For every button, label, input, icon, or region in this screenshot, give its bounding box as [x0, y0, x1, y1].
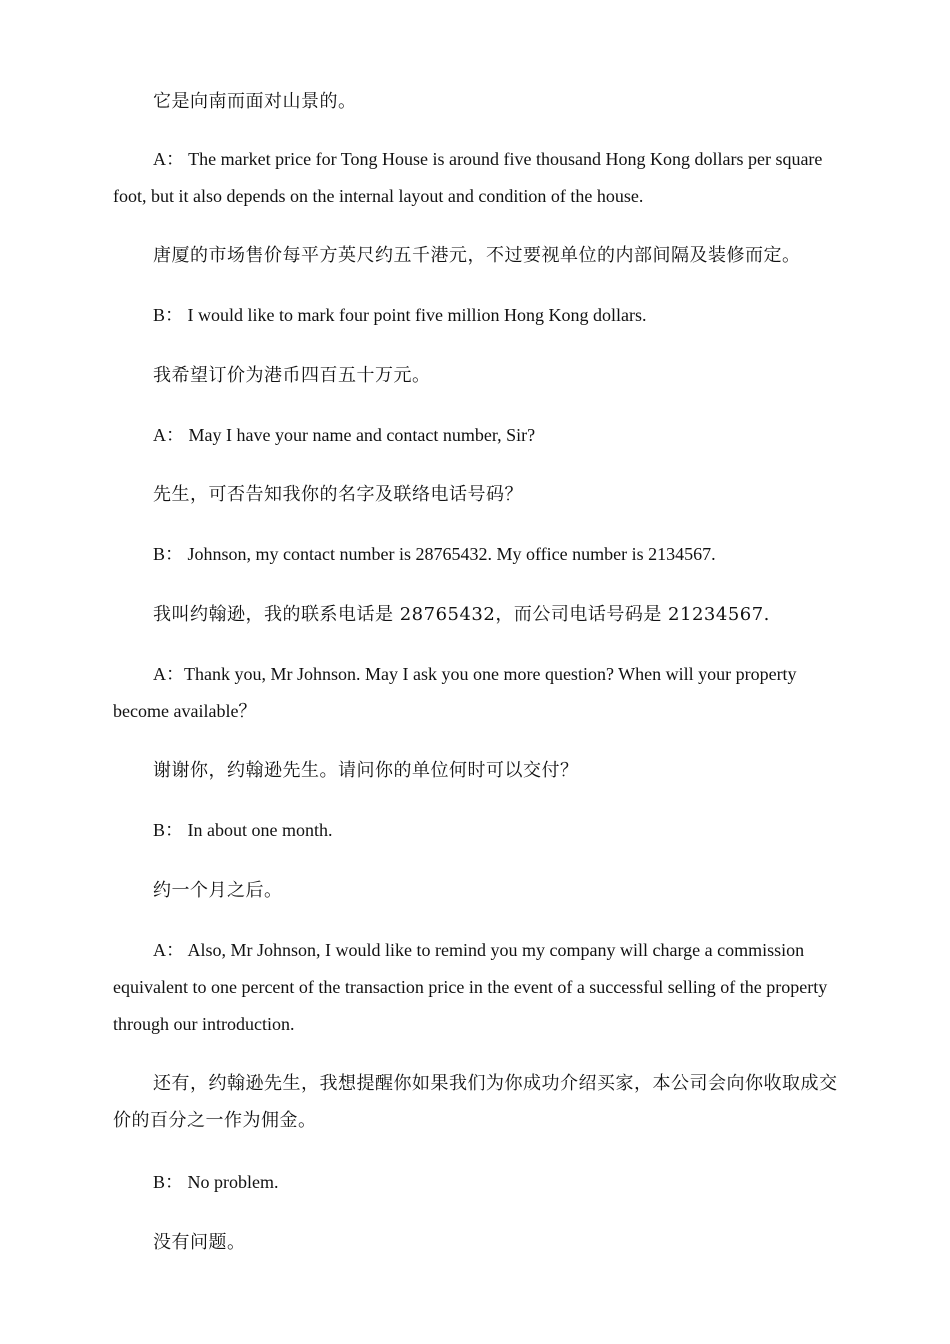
paragraph-zh: 约一个月之后。	[153, 880, 283, 901]
paragraph-en: B： I would like to mark four point five million Hong Kong dollars.	[153, 305, 647, 325]
paragraph-en: A：Thank you, Mr Johnson. May I ask you one more question? When will your property become available？	[113, 664, 797, 721]
paragraph-zh: 它是向南而面对山景的。	[153, 91, 357, 112]
paragraph-zh: 我叫约翰逊，我的联系电话是 28765432，而公司电话号码是 21234567.	[153, 604, 770, 625]
paragraph-zh: 先生，可否告知我你的名字及联络电话号码？	[153, 484, 523, 505]
paragraph-zh: 还有，约翰逊先生，我想提醒你如果我们为你成功介绍买家，本公司会向你收取成交价的百分之一作为佣金。	[113, 1073, 838, 1131]
paragraph-zh: 没有问题。	[153, 1232, 246, 1253]
paragraph-en: B： In about one month.	[153, 820, 333, 840]
paragraph-zh: 我希望订价为港币四百五十万元。	[153, 365, 431, 386]
paragraph-zh: 唐厦的市场售价每平方英尺约五千港元，不过要视单位的内部间隔及装修而定。	[153, 245, 801, 266]
paragraph-en: A： Also, Mr Johnson, I would like to remind you my company will charge a commission equivalent to one percent of the transaction price in the event of a successful selling of the property through our introduction.	[113, 940, 828, 1034]
paragraph-en: B： No problem.	[153, 1172, 279, 1192]
paragraph-en: A： The market price for Tong House is around five thousand Hong Kong dollars per square foot, but it also depends on the internal layout and condition of the house.	[113, 149, 823, 206]
paragraph-en: A： May I have your name and contact number, Sir?	[153, 425, 536, 445]
paragraph-en: B： Johnson, my contact number is 28765432. My office number is 2134567.	[153, 544, 716, 564]
paragraph-zh: 谢谢你，约翰逊先生。请问你的单位何时可以交付？	[153, 760, 579, 781]
